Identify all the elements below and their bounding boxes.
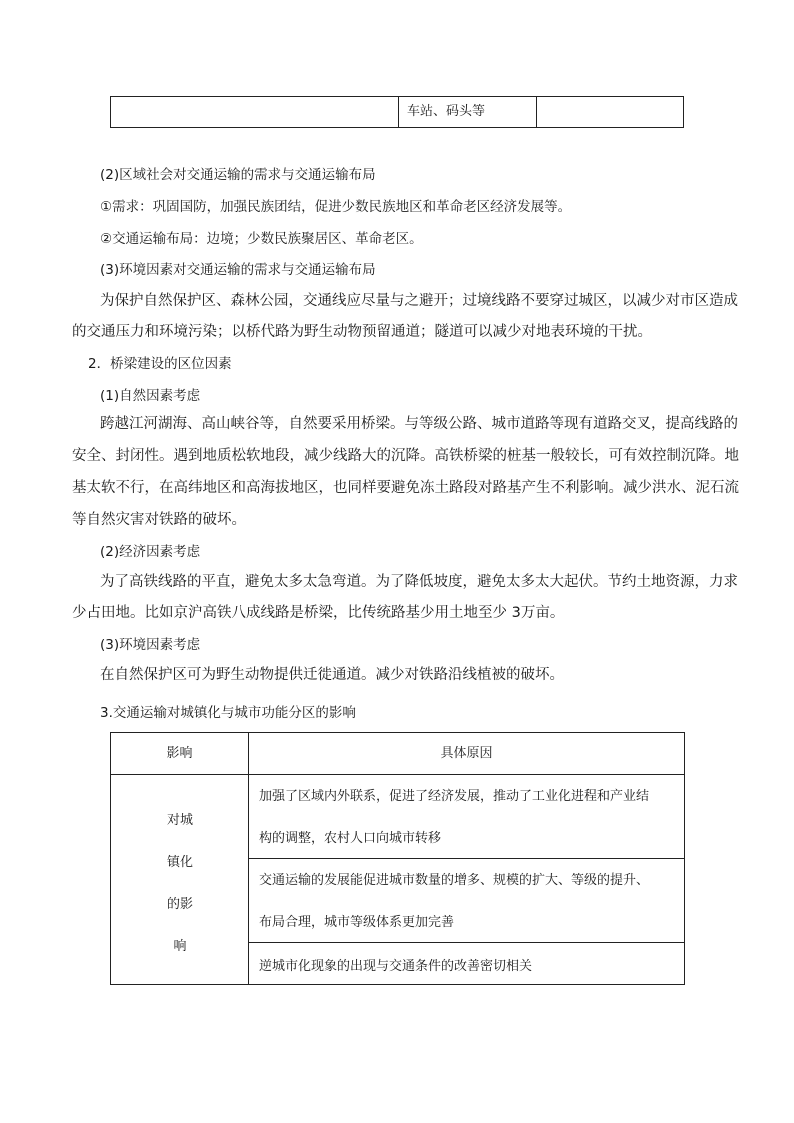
left-label-line: 对城 [166, 813, 193, 828]
impact-table [110, 732, 685, 985]
table-cell-line: 布局合理，城市等级体系更加完善 [259, 915, 455, 930]
top-table-cell-right [536, 97, 683, 127]
paragraph-line: 等自然灾害对铁路的破坏。 [72, 512, 246, 528]
section-3-heading: 3.交通运输对城镇化与城市功能分区的影响 [100, 705, 356, 721]
table-row [249, 859, 684, 943]
paragraph-line: 在自然保护区可为野生动物提供迁徙通道。减少对铁路沿线植被的破坏。 [100, 667, 564, 683]
paragraph-line: 安全、封闭性。遇到地质松软地段，减少线路大的沉降。高铁桥梁的桩基一般较长，可有效控制沉降。地 [72, 448, 739, 464]
table-row [249, 775, 684, 859]
table-cell-line: 构的调整，农村人口向城市转移 [259, 831, 442, 846]
section-2-layout: ②交通运输布局：边境；少数民族聚居区、革命老区。 [100, 231, 423, 247]
environment-factor-title: (3)环境因素考虑 [100, 637, 201, 653]
table-cell-line: 逆城市化现象的出现与交通条件的改善密切相关 [259, 959, 533, 974]
paragraph-line: 基太软不行，在高纬地区和高海拔地区，也同样要避免冻土路段对路基产生不利影响。减少洪水、泥石流 [72, 480, 739, 496]
left-label-line: 镇化 [166, 855, 193, 870]
paragraph-line: 的交通压力和环境污染；以桥代路为野生动物预留通道；隧道可以减少对地表环境的干扰。 [72, 324, 652, 340]
section-2-need: ①需求：巩固国防，加强民族团结，促进少数民族地区和革命老区经济发展等。 [100, 199, 572, 215]
bridge-section-title: 2．桥梁建设的区位因素 [88, 356, 232, 372]
table-header-reason: 具体原因 [249, 733, 684, 775]
section-3-title: (3)环境因素对交通运输的需求与交通运输布局 [100, 262, 376, 278]
paragraph-line: 少占田地。比如京沪高铁八成线路是桥梁，比传统路基少用土地至少 3万亩。 [72, 605, 565, 621]
paragraph-line: 为保护自然保护区、森林公园，交通线应尽量与之避开；过境线路不要穿过城区，以减少对市区造成 [100, 293, 738, 309]
top-table-fragment [110, 96, 684, 128]
left-label-line: 的影 [166, 897, 193, 912]
table-cell-line: 交通运输的发展能促进城市数量的增多、规模的扩大、等级的提升、 [259, 873, 650, 888]
table-left-label [111, 775, 249, 984]
natural-factor-title: (1)自然因素考虑 [100, 388, 201, 404]
economic-factor-title: (2)经济因素考虑 [100, 544, 201, 560]
paragraph-line: 跨越江河湖海、高山峡谷等，自然要采用桥梁。与等级公路、城市道路等现有道路交叉，提高线路的 [100, 416, 738, 432]
top-table-cell-middle: 车站、码头等 [398, 97, 536, 127]
paragraph-line: 为了高铁线路的平直，避免太多太急弯道。为了降低坡度，避免太多太大起伏。节约土地资源，力求 [100, 574, 738, 590]
left-label-line: 响 [173, 939, 187, 954]
table-cell-line: 加强了区域内外联系，促进了经济发展，推动了工业化进程和产业结 [259, 789, 650, 804]
top-table-cell-left [111, 97, 398, 127]
table-row [249, 943, 684, 984]
table-header-impact: 影响 [111, 733, 249, 775]
section-2-title: (2)区域社会对交通运输的需求与交通运输布局 [100, 167, 376, 183]
